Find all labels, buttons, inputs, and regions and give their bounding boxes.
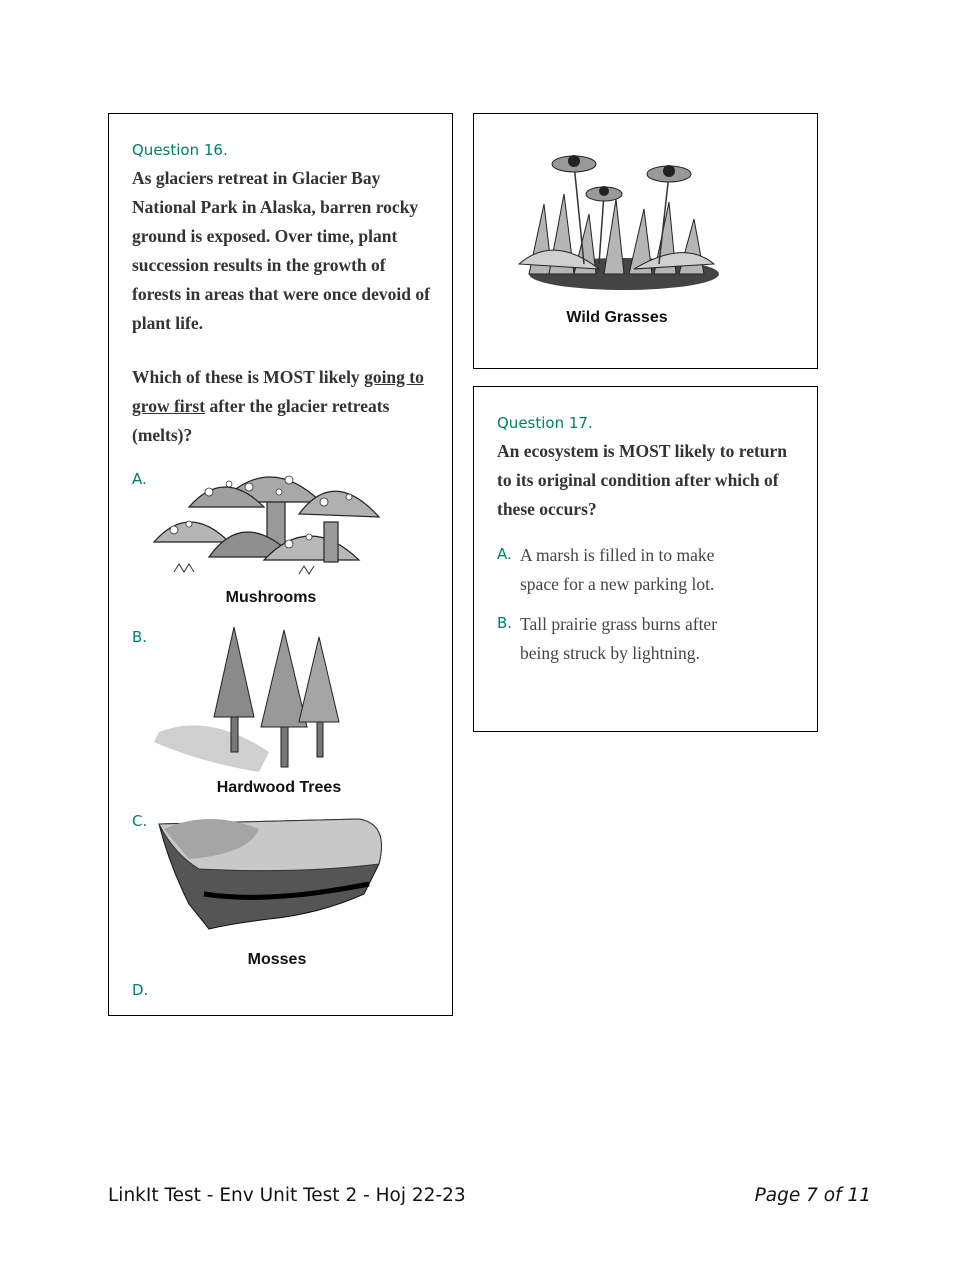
option-a-label[interactable]: A. [132,470,147,488]
question-17-stem: An ecosystem is MOST likely to return to its original condition after which of these occurs? [497,441,788,519]
q17-option-b-label[interactable]: B. [497,614,513,632]
q17-option-b-text[interactable]: Tall prairie grass burns after being struck by lightning. [520,614,718,663]
option-c-caption: Mosses [247,951,307,968]
question-16-card [108,113,453,1016]
footer-page-number: Page 7 of 11 [754,1185,871,1206]
question-17-card [473,386,818,732]
mushrooms-image[interactable] [149,462,389,612]
option-d-caption: Wild Grasses [566,309,668,326]
underlined-phrase: going to grow first [132,367,424,416]
q17-option-a-label[interactable]: A. [497,545,512,563]
question-17-number: Question 17. [497,414,593,432]
option-b-caption: Hardwood Trees [216,779,342,796]
option-d-label[interactable]: D. [132,981,149,999]
footer-test-title: LinkIt Test - Env Unit Test 2 - Hoj 22-23 [108,1185,466,1206]
q17-option-a-text[interactable]: A marsh is filled in to make space for a new parking lot. [520,545,715,594]
hardwood-trees-image[interactable] [149,622,389,797]
option-a-caption: Mushrooms [225,589,317,606]
option-d-image-card [473,113,818,369]
question-16-number: Question 16. [132,141,228,159]
question-16-stem: As glaciers retreat in Glacier Bay National Park in Alaska, barren rocky ground is exposed. Over time, plant succession results in the growth of forests in areas that were once devoid of plant life. [132,168,430,333]
question-16-prompt: Which of these is MOST likely going to grow first after the glacier retreats (melts)? [132,367,424,445]
mosses-image[interactable] [149,804,389,969]
wild-grasses-image[interactable] [504,144,804,364]
option-b-label[interactable]: B. [132,628,148,646]
option-c-label[interactable]: C. [132,812,148,830]
